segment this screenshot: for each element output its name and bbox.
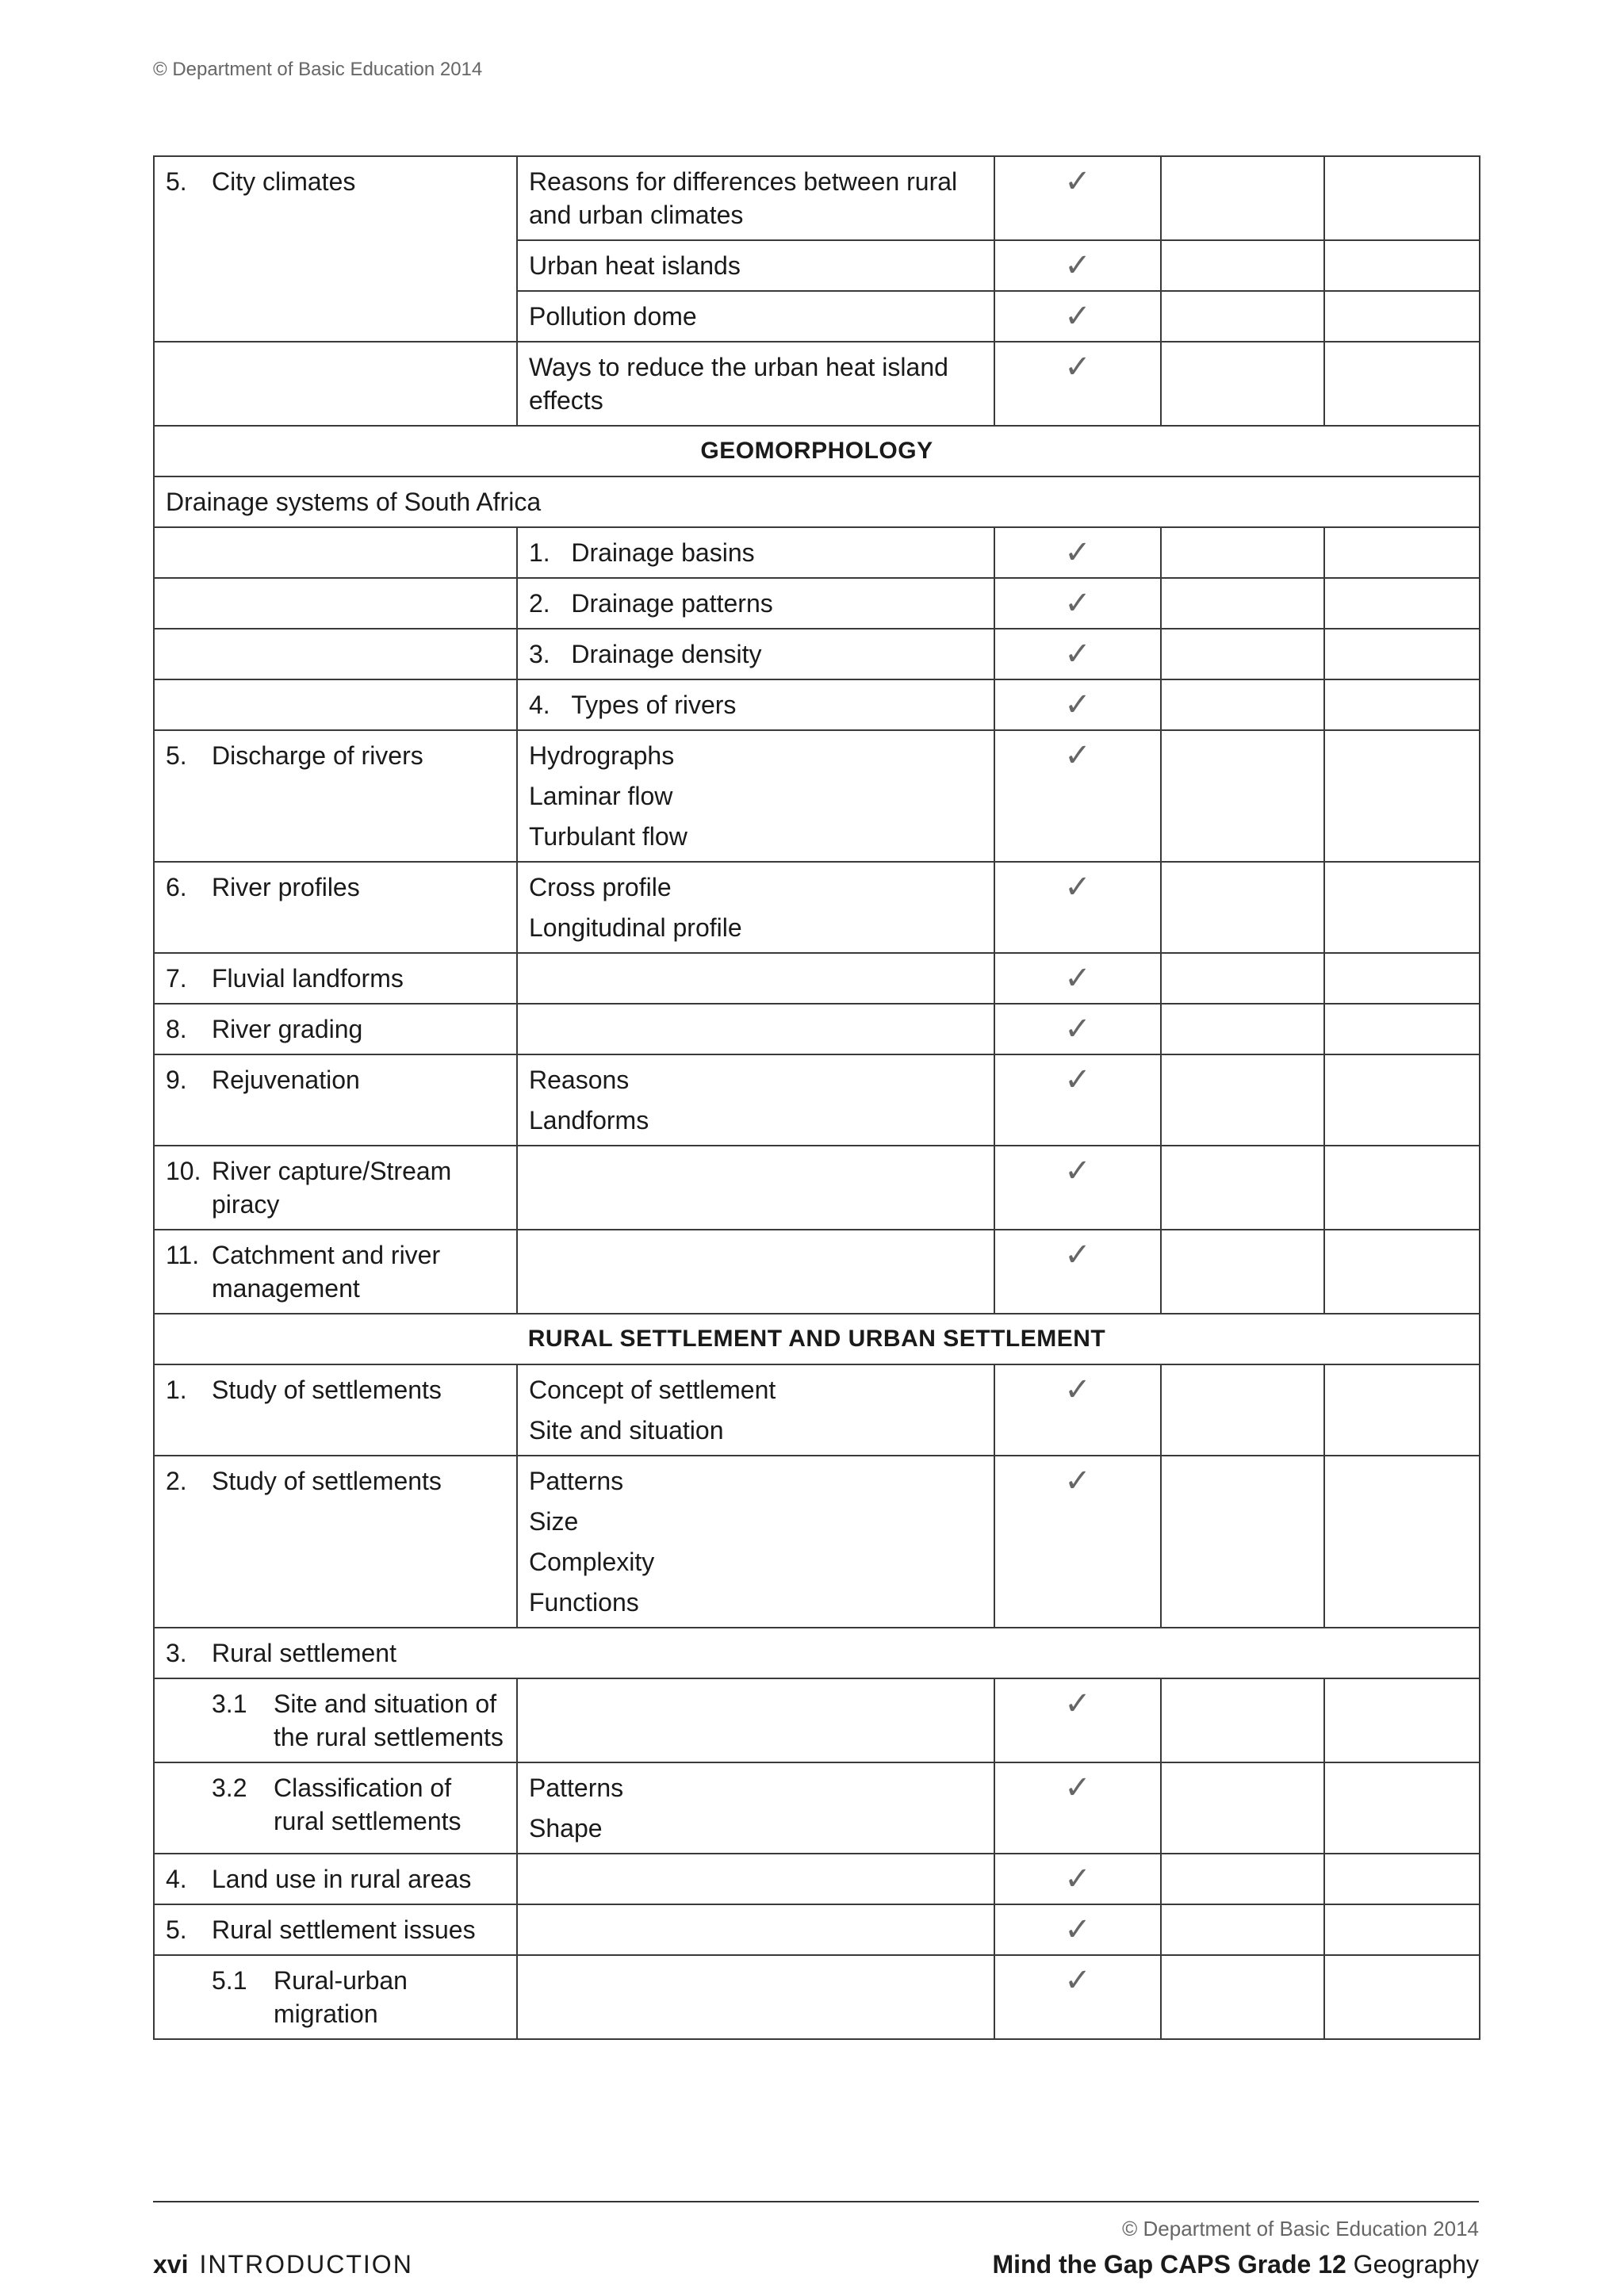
topic-cell	[154, 1904, 517, 1955]
topic-number: 5.	[166, 167, 187, 196]
topic-cell	[154, 156, 517, 342]
tick-cell	[994, 1004, 1161, 1054]
empty-cell	[1324, 1364, 1480, 1456]
subtopic-cell	[517, 1955, 994, 2039]
subtopic-text: Ways to reduce the urban heat island effects	[529, 353, 948, 415]
subtopic-cell	[517, 730, 994, 862]
topic-item	[166, 1063, 505, 1096]
tick-cell	[994, 1904, 1161, 1955]
empty-cell	[1161, 1854, 1324, 1904]
subtopic-cell	[517, 1854, 994, 1904]
topic-label: Rural settlement	[212, 1639, 396, 1667]
empty-cell	[1324, 629, 1480, 679]
topic-cell	[154, 527, 517, 578]
empty-cell	[1324, 578, 1480, 629]
topic-number: 11.	[166, 1241, 200, 1269]
empty-cell	[1324, 1004, 1480, 1054]
checkmark-icon: ✓	[1064, 738, 1091, 773]
topic-label: Land use in rural areas	[212, 1865, 472, 1893]
topic-number: 6.	[166, 873, 187, 901]
subtopic-cell	[517, 578, 994, 629]
empty-cell	[1324, 1854, 1480, 1904]
topic-label: Discharge of rivers	[212, 741, 423, 770]
subtopic-cell	[517, 953, 994, 1004]
empty-cell	[1324, 1146, 1480, 1230]
subtopic-text: Functions	[529, 1588, 639, 1617]
checkmark-icon: ✓	[1064, 1963, 1091, 1998]
page-number: xvi	[153, 2250, 189, 2279]
subtopic-cell	[517, 1678, 994, 1762]
checkmark-icon: ✓	[1064, 1464, 1091, 1498]
empty-cell	[1324, 953, 1480, 1004]
topic-item	[166, 165, 505, 198]
table-row	[154, 730, 1480, 862]
table-row	[154, 1628, 1480, 1678]
subtopic-cell	[517, 1004, 994, 1054]
topic-label: City climates	[212, 167, 356, 196]
subtopic-text: Reasons for differences between rural and urban climates	[529, 167, 958, 229]
topic-label: Drainage systems of South Africa	[166, 488, 542, 516]
tick-cell	[994, 291, 1161, 342]
table-row	[154, 1314, 1480, 1364]
table-row	[154, 1678, 1480, 1762]
topic-cell	[154, 1955, 517, 2039]
topic-cell	[154, 1230, 517, 1314]
empty-cell	[1161, 1904, 1324, 1955]
table-row	[154, 1054, 1480, 1146]
topic-cell	[154, 1364, 517, 1456]
subtopic-cell	[517, 1146, 994, 1230]
checkmark-icon: ✓	[1064, 687, 1091, 722]
subtopic-text: 3. Drainage density	[529, 640, 762, 668]
table-row	[154, 679, 1480, 730]
topic-label: Classification of rural settlements	[274, 1774, 462, 1835]
subtopic-text: Hydrographs	[529, 741, 675, 770]
subtopic-cell	[517, 527, 994, 578]
table-row	[154, 1364, 1480, 1456]
subtopic-cell	[517, 862, 994, 953]
topic-item	[166, 1862, 505, 1896]
tick-cell	[994, 1456, 1161, 1628]
empty-cell	[1324, 862, 1480, 953]
footer-copyright: © Department of Basic Education 2014	[1122, 2217, 1479, 2241]
tick-cell	[994, 953, 1161, 1004]
subtopic-cell	[517, 629, 994, 679]
empty-cell	[1161, 1456, 1324, 1628]
checkmark-icon: ✓	[1064, 164, 1091, 199]
empty-cell	[1324, 730, 1480, 862]
tick-cell	[994, 240, 1161, 291]
subtopic-cell	[517, 1762, 994, 1854]
empty-cell	[1324, 156, 1480, 240]
tick-cell	[994, 1678, 1161, 1762]
table-row	[154, 1146, 1480, 1230]
empty-cell	[1161, 730, 1324, 862]
subtopic-cell	[517, 1230, 994, 1314]
topic-item	[166, 1913, 505, 1946]
topic-number: 3.1	[212, 1689, 247, 1718]
subtopic-text: Urban heat islands	[529, 251, 741, 280]
tick-cell	[994, 1230, 1161, 1314]
topic-label: River capture/Stream piracy	[212, 1157, 452, 1219]
subtopic-cell	[517, 1456, 994, 1628]
topic-label: Rural settlement issues	[212, 1915, 476, 1944]
topic-item	[166, 871, 505, 904]
subtopic-cell	[517, 291, 994, 342]
table-row	[154, 426, 1480, 476]
footer-divider	[153, 2201, 1479, 2202]
subtopic-text: Concept of settlement	[529, 1376, 776, 1404]
topic-label: Rural-urban migration	[274, 1966, 408, 2028]
empty-cell	[1324, 1678, 1480, 1762]
empty-cell	[1161, 1762, 1324, 1854]
topic-cell	[154, 1762, 517, 1854]
topic-number: 7.	[166, 964, 187, 993]
topic-cell	[154, 342, 517, 426]
checkmark-icon: ✓	[1064, 535, 1091, 570]
empty-cell	[1324, 1955, 1480, 2039]
topic-cell	[154, 730, 517, 862]
table-row	[154, 862, 1480, 953]
tick-cell	[994, 679, 1161, 730]
topic-cell	[154, 1004, 517, 1054]
topic-item	[166, 1687, 505, 1754]
topic-label: Site and situation of the rural settlements	[274, 1689, 504, 1751]
topic-item	[166, 1771, 505, 1838]
checkmark-icon: ✓	[1064, 299, 1091, 334]
empty-cell	[1161, 578, 1324, 629]
empty-cell	[1161, 1678, 1324, 1762]
tick-cell	[994, 629, 1161, 679]
topic-item	[166, 1636, 1468, 1670]
topic-cell	[154, 679, 517, 730]
checkmark-icon: ✓	[1064, 1862, 1091, 1896]
topic-cell	[154, 1146, 517, 1230]
subtopic-cell	[517, 1364, 994, 1456]
empty-cell	[1324, 679, 1480, 730]
checkmark-icon: ✓	[1064, 637, 1091, 672]
topic-number: 9.	[166, 1066, 187, 1094]
tick-cell	[994, 730, 1161, 862]
topic-item	[166, 739, 505, 772]
topic-item	[166, 1373, 505, 1406]
section-heading: RURAL SETTLEMENT AND URBAN SETTLEMENT	[154, 1314, 1480, 1364]
tick-cell	[994, 862, 1161, 953]
tick-cell	[994, 1146, 1161, 1230]
tick-cell	[994, 342, 1161, 426]
table-row	[154, 1230, 1480, 1314]
subtopic-text: Complexity	[529, 1548, 655, 1576]
footer-page-label	[153, 2250, 413, 2279]
subtopic-cell	[517, 240, 994, 291]
empty-cell	[1324, 1456, 1480, 1628]
footer-book-title	[992, 2250, 1479, 2279]
checkmark-icon: ✓	[1064, 1770, 1091, 1805]
empty-cell	[1161, 1364, 1324, 1456]
topic-cell	[154, 862, 517, 953]
topic-item	[166, 962, 505, 995]
topic-cell	[154, 1678, 517, 1762]
table-row	[154, 342, 1480, 426]
empty-cell	[1161, 527, 1324, 578]
empty-cell	[1161, 862, 1324, 953]
topic-cell	[154, 1456, 517, 1628]
topic-group-cell	[154, 476, 1480, 527]
empty-cell	[1161, 1955, 1324, 2039]
empty-cell	[1161, 629, 1324, 679]
empty-cell	[1161, 291, 1324, 342]
checkmark-icon: ✓	[1064, 1912, 1091, 1947]
section-name: INTRODUCTION	[199, 2250, 413, 2279]
topic-number: 5.	[166, 1915, 187, 1944]
empty-cell	[1324, 1054, 1480, 1146]
topic-label: River grading	[212, 1015, 363, 1043]
table-row	[154, 1004, 1480, 1054]
tick-cell	[994, 1364, 1161, 1456]
table-row	[154, 1904, 1480, 1955]
topic-cell	[154, 1054, 517, 1146]
checkmark-icon: ✓	[1064, 1372, 1091, 1407]
empty-cell	[1161, 342, 1324, 426]
empty-cell	[1161, 679, 1324, 730]
table-row	[154, 1456, 1480, 1628]
topic-label: Rejuvenation	[212, 1066, 360, 1094]
empty-cell	[1161, 156, 1324, 240]
subtopic-text: Cross profile	[529, 873, 672, 901]
topic-number: 5.	[166, 741, 187, 770]
checkmark-icon: ✓	[1064, 1012, 1091, 1047]
empty-cell	[1161, 1230, 1324, 1314]
table-row	[154, 527, 1480, 578]
empty-cell	[1324, 291, 1480, 342]
topic-label: River profiles	[212, 873, 360, 901]
table-row	[154, 1955, 1480, 2039]
table-row	[154, 156, 1480, 240]
checkmark-icon: ✓	[1064, 248, 1091, 283]
empty-cell	[1324, 240, 1480, 291]
topic-group-cell	[154, 1628, 1480, 1678]
subtopic-text: 2. Drainage patterns	[529, 589, 773, 618]
topic-cell	[154, 629, 517, 679]
section-heading: GEOMORPHOLOGY	[154, 426, 1480, 476]
subtopic-text: Site and situation	[529, 1416, 724, 1445]
topic-number: 3.2	[212, 1774, 247, 1802]
subtopic-cell	[517, 156, 994, 240]
empty-cell	[1161, 240, 1324, 291]
subtopic-cell	[517, 679, 994, 730]
subtopic-text: Size	[529, 1507, 579, 1536]
checkmark-icon: ✓	[1064, 870, 1091, 905]
topic-label: Study of settlements	[212, 1376, 442, 1404]
topic-number: 3.	[166, 1639, 187, 1667]
topic-label: Fluvial landforms	[212, 964, 404, 993]
topic-item	[166, 1464, 505, 1498]
subtopic-text: Turbulant flow	[529, 822, 688, 851]
subtopic-text: Shape	[529, 1814, 603, 1843]
book-title: Mind the Gap CAPS Grade 12	[992, 2250, 1346, 2279]
empty-cell	[1161, 1054, 1324, 1146]
tick-cell	[994, 578, 1161, 629]
empty-cell	[1324, 1904, 1480, 1955]
empty-cell	[1324, 342, 1480, 426]
table-row	[154, 629, 1480, 679]
subtopic-cell	[517, 1904, 994, 1955]
topic-cell	[154, 1854, 517, 1904]
subtopic-text: Longitudinal profile	[529, 913, 742, 942]
subtopic-cell	[517, 1054, 994, 1146]
topic-label: Catchment and river management	[212, 1241, 441, 1303]
checkmark-icon: ✓	[1064, 1686, 1091, 1721]
topic-item	[166, 1012, 505, 1046]
subtopic-text: Reasons	[529, 1066, 630, 1094]
tick-cell	[994, 1762, 1161, 1854]
tick-cell	[994, 156, 1161, 240]
tick-cell	[994, 527, 1161, 578]
table-row	[154, 1762, 1480, 1854]
topic-number: 8.	[166, 1015, 187, 1043]
empty-cell	[1324, 527, 1480, 578]
header-copyright: © Department of Basic Education 2014	[153, 59, 483, 80]
subtopic-text: Pollution dome	[529, 302, 697, 331]
topic-item	[166, 1964, 505, 2030]
topic-cell	[154, 953, 517, 1004]
checkmark-icon: ✓	[1064, 961, 1091, 996]
empty-cell	[1324, 1230, 1480, 1314]
topic-checklist-table	[153, 155, 1480, 2040]
subtopic-text: Patterns	[529, 1467, 624, 1495]
topic-number: 10.	[166, 1157, 201, 1185]
topic-item	[166, 1154, 505, 1221]
tick-cell	[994, 1955, 1161, 2039]
subtopic-text: 1. Drainage basins	[529, 538, 755, 567]
checkmark-icon: ✓	[1064, 1062, 1091, 1097]
empty-cell	[1161, 1004, 1324, 1054]
subtopic-text: Patterns	[529, 1774, 624, 1802]
topic-label: Study of settlements	[212, 1467, 442, 1495]
topic-number: 4.	[166, 1865, 187, 1893]
subtopic-cell	[517, 342, 994, 426]
topic-cell	[154, 578, 517, 629]
subtopic-text: 4. Types of rivers	[529, 691, 737, 719]
topic-number: 5.1	[212, 1966, 247, 1995]
tick-cell	[994, 1054, 1161, 1146]
empty-cell	[1161, 953, 1324, 1004]
checkmark-icon: ✓	[1064, 1154, 1091, 1188]
tick-cell	[994, 1854, 1161, 1904]
table-row	[154, 476, 1480, 527]
table-row	[154, 578, 1480, 629]
topic-number: 1.	[166, 1376, 187, 1404]
subtopic-text: Laminar flow	[529, 782, 673, 810]
checkmark-icon: ✓	[1064, 350, 1091, 385]
book-subject: Geography	[1353, 2250, 1479, 2279]
table-row	[154, 953, 1480, 1004]
topic-item	[166, 1238, 505, 1305]
subtopic-text: Landforms	[529, 1106, 649, 1135]
table-row	[154, 1854, 1480, 1904]
empty-cell	[1324, 1762, 1480, 1854]
checkmark-icon: ✓	[1064, 586, 1091, 621]
topic-number: 2.	[166, 1467, 187, 1495]
topic-item	[166, 485, 1468, 519]
empty-cell	[1161, 1146, 1324, 1230]
checkmark-icon: ✓	[1064, 1238, 1091, 1272]
